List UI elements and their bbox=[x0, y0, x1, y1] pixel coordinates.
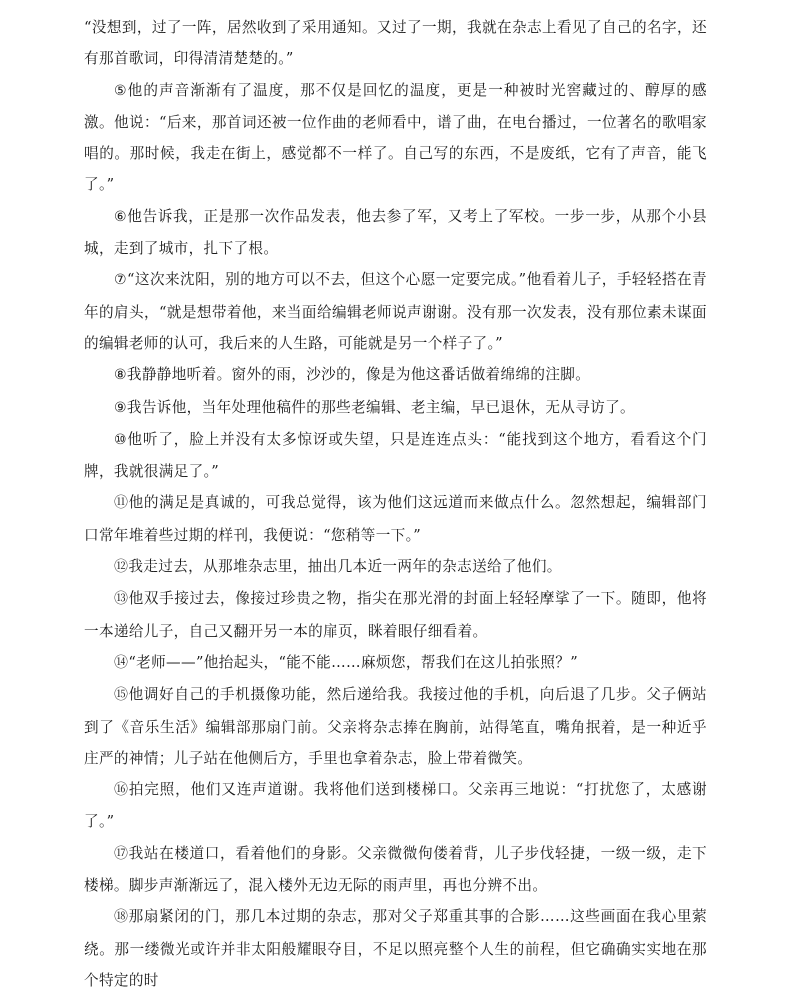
paragraph-text: “没想到，过了一阵，居然收到了采用通知。又过了一期，我就在杂志上看见了自己的名字，还有那首歌词，印得清清楚楚的。” bbox=[84, 19, 707, 68]
paragraph-15 bbox=[84, 679, 707, 774]
paragraph-8 bbox=[84, 359, 707, 391]
paragraph-number: ⑬ bbox=[114, 591, 129, 608]
paragraph-5 bbox=[84, 75, 707, 201]
paragraph-text: 拍完照，他们又连声道谢。我将他们送到楼梯口。父亲再三地说：“打扰您了，太感谢了。” bbox=[84, 781, 707, 831]
paragraph-number: ⑦ bbox=[114, 272, 127, 289]
paragraph-number: ⑩ bbox=[114, 431, 128, 448]
paragraph-number: ⑧ bbox=[114, 367, 127, 384]
paragraph-text: “这次来沈阳，别的地方可以不去，但这个心愿一定要完成。”他看着儿子，手轻轻搭在青年的肩头，“就是想带着他，来当面给编辑老师说声谢谢。没有那一次发表，没有那位素未谋面的编辑老师的认可，我后来的人生路，可能就是另一个样子了。” bbox=[84, 271, 707, 352]
paragraph-text: 我静静地听着。窗外的雨，沙沙的，像是为他这番话做着绵绵的注脚。 bbox=[126, 366, 591, 384]
paragraph-text: 我告诉他，当年处理他稿件的那些老编辑、老主编，早已退休，无从寻访了。 bbox=[126, 398, 635, 416]
paragraph-text: 他的声音渐渐有了温度，那不仅是回忆的温度，更是一种被时光窖藏过的、醇厚的感激。他说：“后来，那首词还被一位作曲的老师看中，谱了曲，在电台播过，一位著名的歌唱家唱的。那时候，我走在街上，感觉都不一样了。自己写的东西，不是废纸，它有了声音，能飞了。” bbox=[84, 81, 707, 194]
paragraph-number: ⑪ bbox=[114, 495, 129, 512]
paragraph-17 bbox=[84, 838, 707, 902]
paragraph-number: ⑤ bbox=[114, 82, 128, 99]
paragraph-10 bbox=[84, 424, 707, 488]
paragraph-11 bbox=[84, 487, 707, 551]
paragraph-number: ⑨ bbox=[114, 399, 127, 416]
paragraph-number: ⑮ bbox=[114, 687, 129, 704]
paragraph-text: 我站在楼道口，看着他们的身影。父亲微微佝偻着背，儿子步伐轻捷，一级一级，走下楼梯。脚步声渐渐远了，混入楼外无边无际的雨声里，再也分辨不出。 bbox=[84, 844, 707, 895]
paragraph-text: 他的满足是真诚的，可我总觉得，该为他们这远道而来做点什么。忽然想起，编辑部门口常年堆着些过期的样刊，我便说：“您稍等一下。” bbox=[84, 494, 707, 544]
paragraph-6 bbox=[84, 201, 707, 265]
paragraph-text: 那扇紧闭的门，那几本过期的杂志，那对父子郑重其事的合影……这些画面在我心里萦绕。那一缕微光或许并非太阳般耀眼夺目，不足以照亮整个人生的前程，但它确确实实地在那个特定的时 bbox=[84, 908, 707, 989]
paragraph-text: 他听了，脸上并没有太多惊讶或失望，只是连连点头：“能找到这个地方，看看这个门牌，我就很满足了。” bbox=[84, 430, 708, 481]
paragraph-9 bbox=[84, 392, 707, 424]
paragraph-18 bbox=[84, 901, 707, 996]
paragraph-4-continued bbox=[84, 12, 707, 75]
paragraph-number: ⑥ bbox=[114, 208, 128, 225]
paragraph-text: 我走过去，从那堆杂志里，抽出几本近一两年的杂志送给了他们。 bbox=[128, 558, 562, 576]
paragraph-7 bbox=[84, 264, 707, 359]
paragraph-text: 他双手接过去，像接过珍贵之物，指尖在那光滑的封面上轻轻摩挲了一下。随即，他将一本递给儿子，自己又翻开另一本的扉页，眯着眼仔细看着。 bbox=[84, 590, 707, 640]
paragraph-number: ⑫ bbox=[114, 559, 129, 576]
paragraph-12 bbox=[84, 551, 707, 583]
paragraph-text: 他告诉我，正是那一次作品发表，他去参了军，又考上了军校。一步一步，从那个小县城，走到了城市，扎下了根。 bbox=[84, 207, 707, 258]
paragraph-number: ⑱ bbox=[114, 909, 129, 926]
paragraph-14 bbox=[84, 647, 707, 679]
paragraph-number: ⑭ bbox=[114, 654, 129, 671]
paragraph-number: ⑰ bbox=[114, 845, 129, 862]
paragraph-text: 他调好自己的手机摄像功能，然后递给我。我接过他的手机，向后退了几步。父子俩站到了《音乐生活》编辑部那扇门前。父亲将杂志捧在胸前，站得笔直，嘴角抿着，是一种近乎庄严的神情；儿子站在他侧后方，手里也拿着杂志，脸上带着微笑。 bbox=[84, 686, 707, 767]
paragraph-number: ⑯ bbox=[114, 782, 129, 799]
paragraph-13 bbox=[84, 583, 707, 647]
paragraph-16 bbox=[84, 774, 707, 838]
paragraph-text: “老师——”他抬起头，“能不能……麻烦您，帮我们在这儿拍张照？” bbox=[128, 653, 579, 671]
